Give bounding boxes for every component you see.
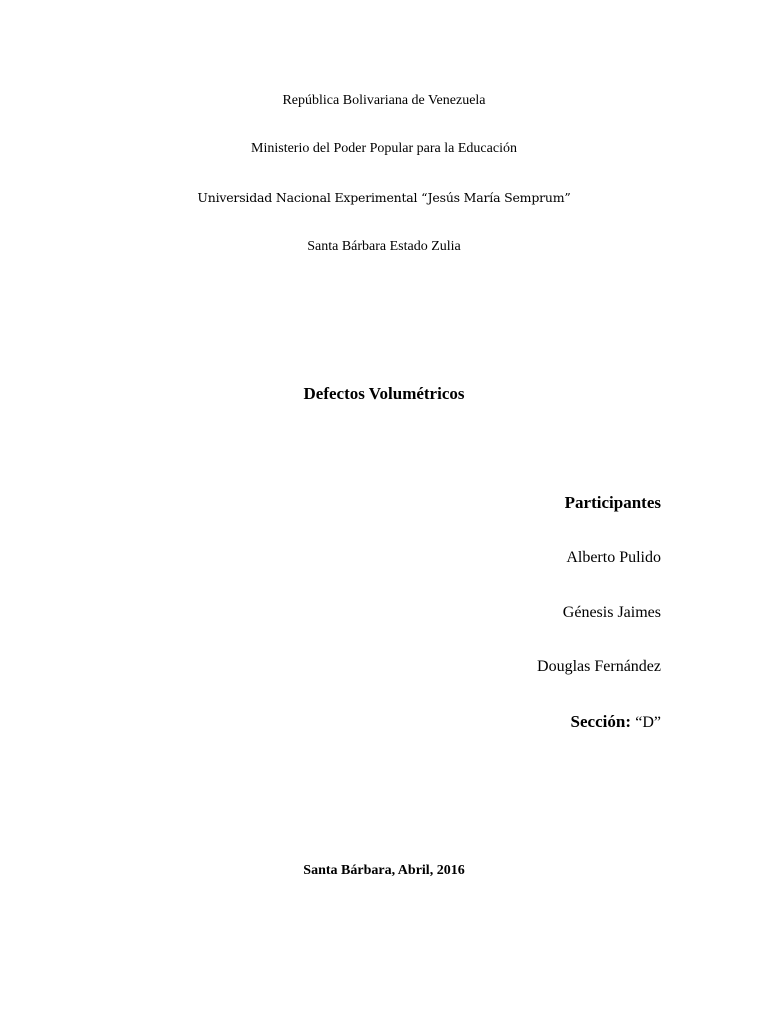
header-ministry: Ministerio del Poder Popular para la Educación [251,141,517,156]
header-country: República Bolivariana de Venezuela [282,93,486,108]
section-line [571,712,661,733]
participant-name: Génesis Jaimes [562,604,661,621]
participant-name: Alberto Pulido [566,549,661,566]
section-value: “D” [635,714,661,731]
header-university: Universidad Nacional Experimental “Jesús María Semprum” [197,190,571,205]
header-location: Santa Bárbara Estado Zulia [307,239,461,254]
document-title: Defectos Volumétricos [303,384,465,403]
participants-heading: Participantes [564,493,661,512]
place-date: Santa Bárbara, Abril, 2016 [303,863,465,878]
participant-name: Douglas Fernández [537,658,661,675]
section-label: Sección: [570,712,631,731]
